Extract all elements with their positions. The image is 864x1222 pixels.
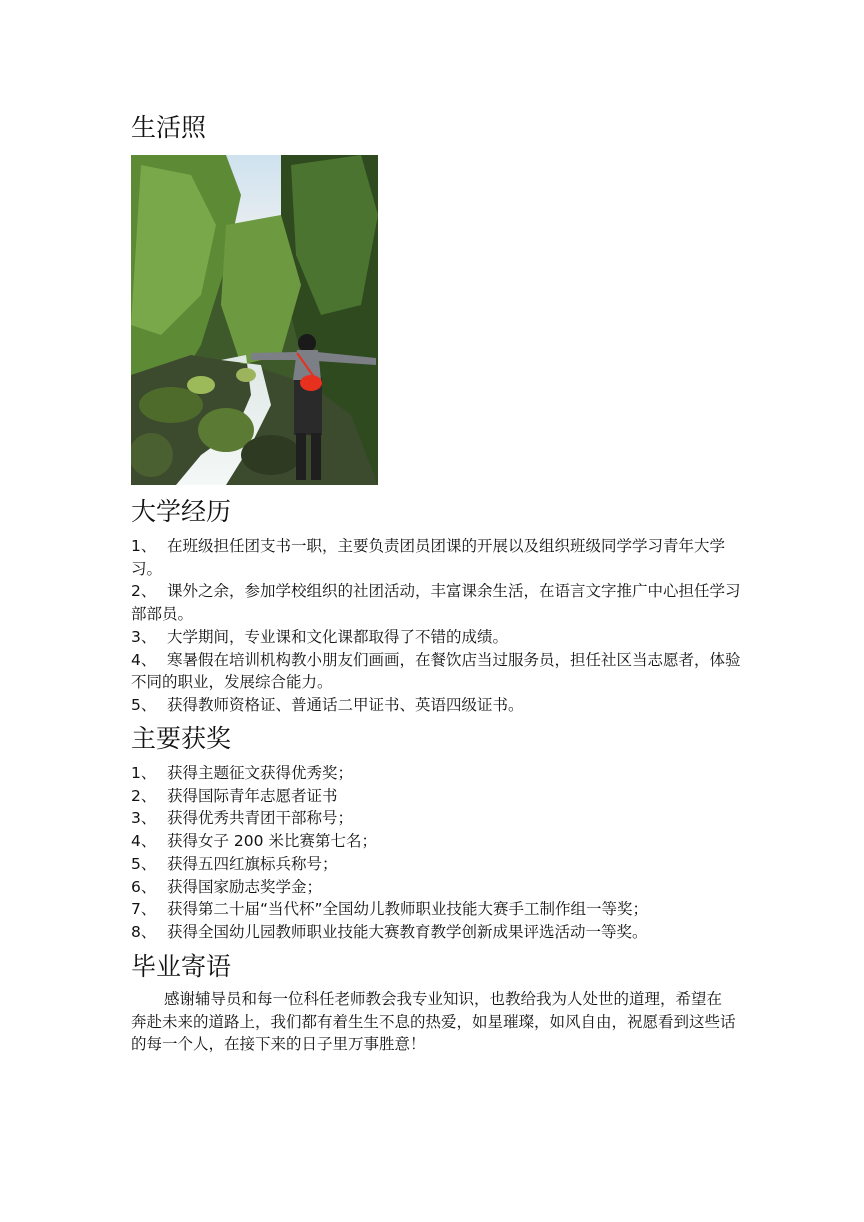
university-list [131,535,741,717]
list-item [131,535,741,580]
item-text: 获得优秀共青团干部称号； [167,809,354,828]
item-number: 2、 [131,786,157,805]
item-number: 4、 [131,650,157,669]
life-photo [131,155,378,485]
awards-heading: 主要获奖 [131,724,232,753]
item-text: 获得第二十届“当代杯”全国幼儿教师职业技能大赛手工制作组一等奖； [167,900,649,919]
item-number: 3、 [131,809,157,828]
item-text: 获得全国幼儿园教师职业技能大赛教育教学创新成果评选活动一等奖。 [167,922,648,941]
item-text: 获得五四红旗标兵称号； [167,854,338,873]
list-item [131,694,741,717]
life-photo-heading: 生活照 [131,113,207,142]
item-number: 2、 [131,582,157,601]
item-number: 8、 [131,922,157,941]
awards-list [131,762,648,944]
farewell-heading: 毕业寄语 [131,952,232,981]
list-item [131,876,648,899]
item-number: 1、 [131,764,157,782]
list-item [131,853,648,876]
item-number: 3、 [131,627,157,646]
farewell-message [131,988,737,1056]
list-item [131,830,648,853]
university-heading: 大学经历 [131,497,232,526]
item-text: 获得女子 200 米比赛第七名； [167,832,377,851]
list-item [131,649,741,694]
list-item [131,807,648,830]
item-text: 课外之余，参加学校组织的社团活动，丰富课余生活，在语言文字推广中心担任学习部部员。 [131,582,741,624]
item-text: 在班级担任团支书一职，主要负责团员团课的开展以及组织班级同学学习青年大学习。 [131,537,726,578]
item-text: 获得国际青年志愿者证书 [167,786,338,805]
list-item [131,762,648,785]
list-item [131,785,648,808]
item-text: 寒暑假在培训机构教小朋友们画画，在餐饮店当过服务员，担任社区当志愿者，体验不同的职业，发展综合能力。 [131,650,741,692]
item-number: 5、 [131,695,157,714]
item-text: 获得国家励志奖学金； [167,877,323,896]
list-item [131,921,648,944]
list-item [131,580,741,625]
farewell-text: 感谢辅导员和每一位科任老师教会我专业知识，也教给我为人处世的道理，希望在奔赴未来的道路上，我们都有着生生不息的热爱，如星璀璨，如风自由，祝愿看到这些话的每一个人，在接下来的日子里万事胜意！ [131,990,736,1054]
item-text: 大学期间，专业课和文化课都取得了不错的成绩。 [167,627,509,646]
item-number: 5、 [131,854,157,873]
item-text: 获得教师资格证、普通话二甲证书、英语四级证书。 [167,695,524,714]
list-item [131,898,648,921]
item-number: 7、 [131,900,157,919]
list-item [131,626,741,649]
item-number: 6、 [131,877,157,896]
item-number: 1、 [131,537,157,555]
item-text: 获得主题征文获得优秀奖； [167,764,354,782]
item-number: 4、 [131,832,157,851]
